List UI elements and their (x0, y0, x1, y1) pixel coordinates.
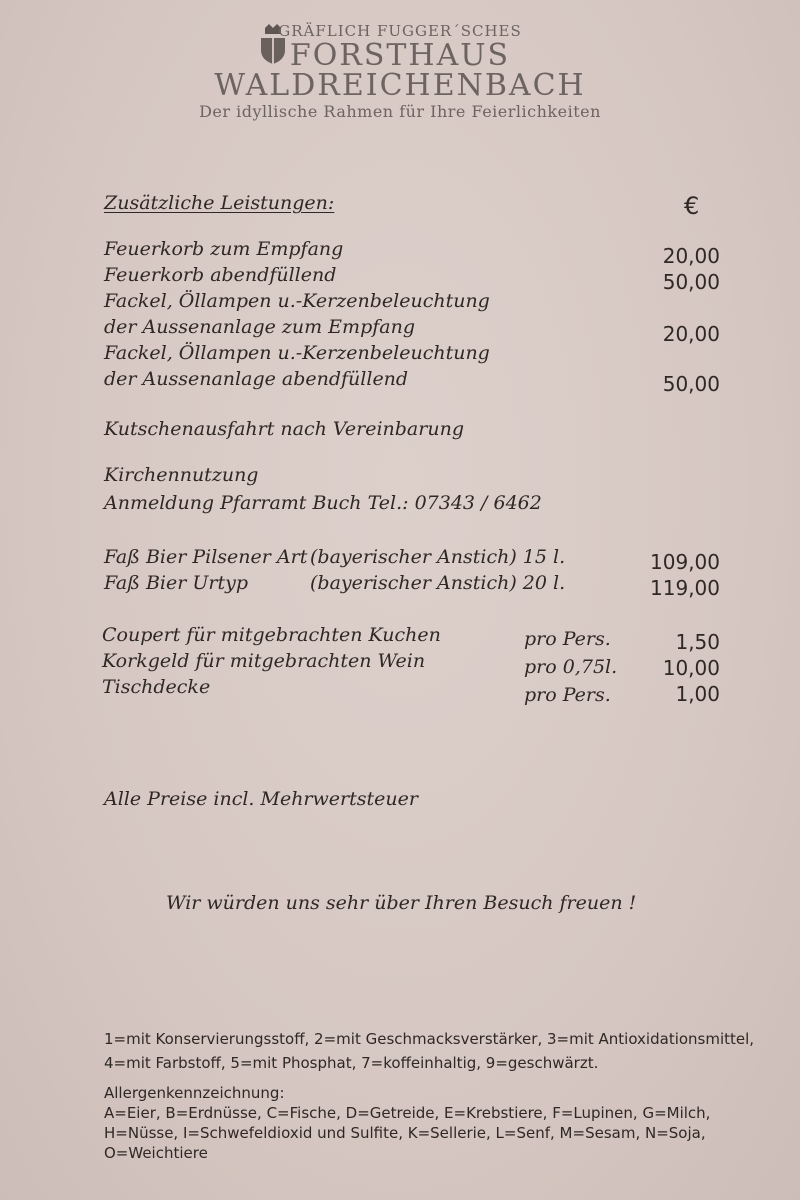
extra-label: Coupert für mitgebrachten Kuchen (102, 624, 441, 646)
item-label-continued: der Aussenanlage abendfüllend (104, 368, 409, 390)
beer-detail: (bayerischer Anstich) 15 l. (310, 546, 566, 568)
item-price: 50,00 (662, 372, 720, 396)
item-label: Feuerkorb abendfüllend (104, 264, 337, 286)
vat-note: Alle Preise incl. Mehrwertsteuer (104, 788, 418, 810)
beer-price: 119,00 (650, 576, 720, 600)
item-label: Fackel, Öllampen u.-Kerzenbeleuchtung (104, 290, 490, 312)
extra-unit: pro Pers. (524, 684, 611, 706)
extra-label: Tischdecke (102, 676, 211, 698)
extra-unit: pro Pers. (524, 628, 611, 650)
extra-unit: pro 0,75l. (524, 656, 618, 678)
item-price: 50,00 (662, 270, 720, 294)
allergen-heading: Allergenkennzeichnung: (104, 1084, 285, 1102)
closing-message: Wir würden uns sehr über Ihren Besuch freuen ! (166, 892, 637, 914)
carriage-note: Kutschenausfahrt nach Vereinbarung (104, 418, 464, 440)
beer-price: 109,00 (650, 550, 720, 574)
header-tagline: Der idyllische Rahmen für Ihre Feierlichkeiten (199, 102, 601, 121)
church-heading: Kirchennutzung (104, 464, 259, 486)
beer-label: Faß Bier Pilsener Art (104, 546, 308, 568)
currency-symbol: € (684, 192, 700, 220)
allergen-line-1: A=Eier, B=Erdnüsse, C=Fische, D=Getreide, E=Krebstiere, F=Lupinen, G=Milch, (104, 1104, 711, 1122)
header-top-line: GRÄFLICH FUGGER´SCHES (278, 22, 522, 40)
additives-line-1: 1=mit Konservierungsstoff, 2=mit Geschmacksverstärker, 3=mit Antioxidationsmittel, (104, 1030, 755, 1048)
item-label: Feuerkorb zum Empfang (104, 238, 344, 260)
extra-price: 10,00 (662, 656, 720, 680)
church-registration: Anmeldung Pfarramt Buch Tel.: 07343 / 6462 (104, 492, 542, 514)
allergen-line-2: H=Nüsse, I=Schwefeldioxid und Sulfite, K=Sellerie, L=Senf, M=Sesam, N=Soja, (104, 1124, 706, 1142)
section-heading: Zusätzliche Leistungen: (104, 192, 335, 214)
allergen-line-3: O=Weichtiere (104, 1144, 208, 1162)
header-name-line2: WALDREICHENBACH (214, 68, 586, 103)
item-label-continued: der Aussenanlage zum Empfang (104, 316, 415, 338)
beer-label: Faß Bier Urtyp (104, 572, 248, 594)
item-price: 20,00 (662, 322, 720, 346)
additives-line-2: 4=mit Farbstoff, 5=mit Phosphat, 7=koffeinhaltig, 9=geschwärzt. (104, 1054, 599, 1072)
extra-price: 1,50 (675, 630, 720, 654)
extra-price: 1,00 (675, 682, 720, 706)
extra-label: Korkgeld für mitgebrachten Wein (102, 650, 426, 672)
beer-detail: (bayerischer Anstich) 20 l. (310, 572, 566, 594)
item-label: Fackel, Öllampen u.-Kerzenbeleuchtung (104, 342, 490, 364)
item-price: 20,00 (662, 244, 720, 268)
header-name-line1: FORSTHAUS (289, 38, 511, 73)
